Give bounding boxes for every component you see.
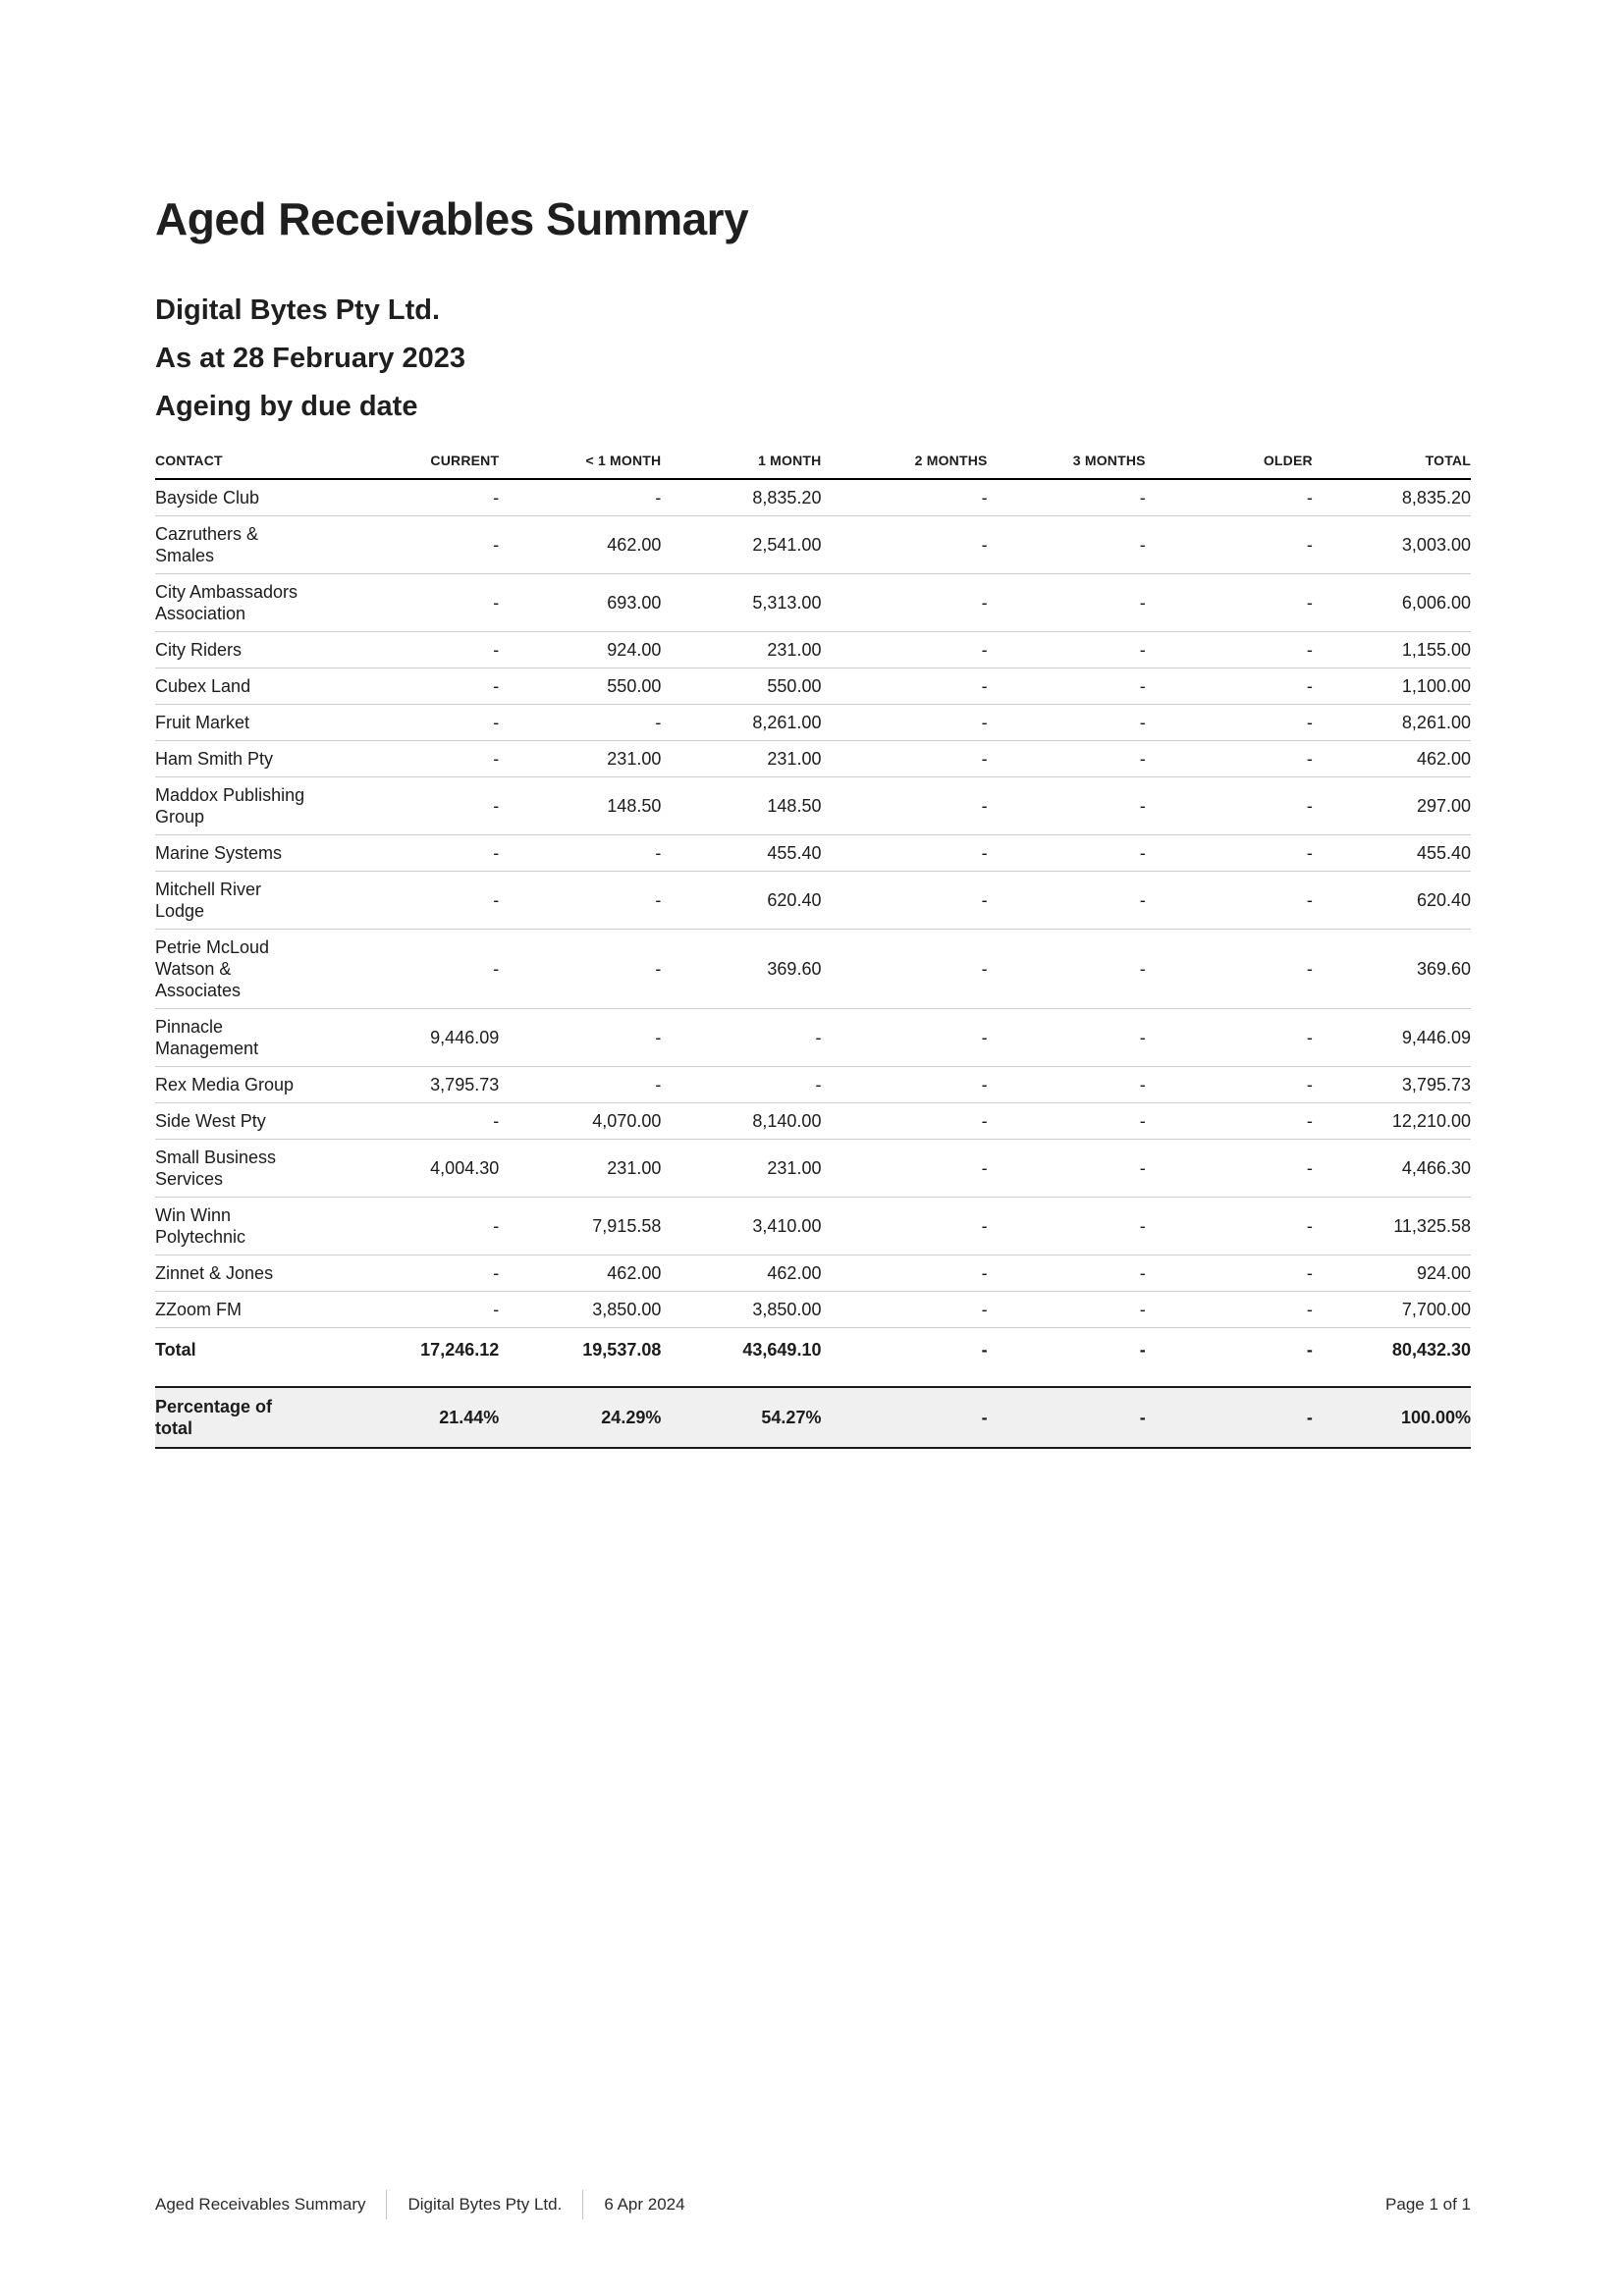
column-header-2-months: 2 MONTHS [821, 453, 987, 479]
amount-cell: - [661, 1067, 821, 1103]
amount-cell: 231.00 [661, 632, 821, 668]
amount-cell: 2,541.00 [661, 516, 821, 574]
amount-cell: - [1146, 1103, 1313, 1140]
amount-cell: - [1146, 1255, 1313, 1292]
amount-cell: 550.00 [661, 668, 821, 705]
column-header-current: CURRENT [352, 453, 499, 479]
amount-cell: - [352, 705, 499, 741]
aged-receivables-table [155, 453, 1471, 1449]
receivables-table-body [155, 479, 1471, 1328]
contact-name: Cazruthers & Smales [155, 516, 352, 574]
amount-cell: 7,915.58 [499, 1198, 661, 1255]
table-row [155, 1292, 1471, 1328]
amount-cell: - [352, 668, 499, 705]
footer-print-date: 6 Apr 2024 [604, 2195, 685, 2214]
amount-cell: - [988, 930, 1146, 1009]
table-header-row [155, 453, 1471, 479]
table-row [155, 835, 1471, 872]
amount-cell: - [352, 516, 499, 574]
table-row [155, 632, 1471, 668]
amount-cell: 620.40 [1313, 872, 1471, 930]
total-older: - [1306, 1340, 1313, 1360]
amount-cell: - [821, 1140, 987, 1198]
amount-cell: 12,210.00 [1313, 1103, 1471, 1140]
amount-cell: 8,261.00 [1313, 705, 1471, 741]
amount-cell: 462.00 [499, 516, 661, 574]
amount-cell: 148.50 [661, 777, 821, 835]
contact-name: Small Business Services [155, 1140, 352, 1198]
amount-cell: - [1146, 668, 1313, 705]
contact-name: Bayside Club [155, 479, 352, 516]
amount-cell: - [1146, 516, 1313, 574]
amount-cell: - [499, 1067, 661, 1103]
amount-cell: - [352, 1198, 499, 1255]
amount-cell: 7,700.00 [1313, 1292, 1471, 1328]
amount-cell: 4,004.30 [352, 1140, 499, 1198]
table-row [155, 516, 1471, 574]
column-header-1-month: < 1 MONTH [499, 453, 661, 479]
page-number: Page 1 of 1 [1385, 2195, 1471, 2214]
amount-cell: 6,006.00 [1313, 574, 1471, 632]
amount-cell: 924.00 [499, 632, 661, 668]
amount-cell: - [988, 574, 1146, 632]
amount-cell: - [499, 1009, 661, 1067]
amount-cell: - [1146, 777, 1313, 835]
amount-cell: 1,155.00 [1313, 632, 1471, 668]
amount-cell: 550.00 [499, 668, 661, 705]
amount-cell: 462.00 [1313, 741, 1471, 777]
amount-cell: - [1146, 1009, 1313, 1067]
contact-name: Petrie McLoud Watson & Associates [155, 930, 352, 1009]
amount-cell: - [1146, 574, 1313, 632]
amount-cell: - [988, 668, 1146, 705]
amount-cell: 9,446.09 [352, 1009, 499, 1067]
column-header-1-month: 1 MONTH [661, 453, 821, 479]
spacer-row [155, 1373, 1471, 1387]
amount-cell: - [1146, 1198, 1313, 1255]
percentage-of-total-row [155, 1387, 1471, 1448]
amount-cell: 4,466.30 [1313, 1140, 1471, 1198]
amount-cell: 297.00 [1313, 777, 1471, 835]
contact-name: Fruit Market [155, 705, 352, 741]
company-name: Digital Bytes Pty Ltd. [155, 294, 441, 326]
table-row [155, 741, 1471, 777]
contact-name: City Riders [155, 632, 352, 668]
total-row [155, 1328, 1471, 1374]
amount-cell: - [821, 574, 987, 632]
amount-cell: - [1146, 1067, 1313, 1103]
amount-cell: - [1146, 1292, 1313, 1328]
amount-cell: - [1146, 705, 1313, 741]
amount-cell: 3,410.00 [661, 1198, 821, 1255]
amount-cell: - [1146, 632, 1313, 668]
amount-cell: - [499, 705, 661, 741]
amount-cell: - [352, 1292, 499, 1328]
amount-cell: - [821, 668, 987, 705]
amount-cell: - [352, 479, 499, 516]
amount-cell: - [988, 1067, 1146, 1103]
footer-divider [582, 2190, 583, 2219]
amount-cell: - [988, 835, 1146, 872]
table-row [155, 668, 1471, 705]
amount-cell: - [821, 1103, 987, 1140]
footer-left [155, 2190, 685, 2219]
amount-cell: - [352, 872, 499, 930]
amount-cell: 9,446.09 [1313, 1009, 1471, 1067]
amount-cell: - [988, 632, 1146, 668]
column-header-3-months: 3 MONTHS [988, 453, 1146, 479]
amount-cell: 4,070.00 [499, 1103, 661, 1140]
total-row-label: Total [155, 1340, 196, 1360]
amount-cell: 462.00 [499, 1255, 661, 1292]
contact-name: Pinnacle Management [155, 1009, 352, 1067]
amount-cell: - [821, 777, 987, 835]
amount-cell: - [352, 1103, 499, 1140]
report-content [155, 0, 1471, 1449]
amount-cell: - [499, 479, 661, 516]
amount-cell: 455.40 [1313, 835, 1471, 872]
percentage-older: - [1146, 1387, 1313, 1448]
table-row [155, 1103, 1471, 1140]
amount-cell: 455.40 [661, 835, 821, 872]
contact-name: Win Winn Polytechnic [155, 1198, 352, 1255]
footer-report-name: Aged Receivables Summary [155, 2195, 366, 2214]
amount-cell: 3,003.00 [1313, 516, 1471, 574]
amount-cell: - [499, 835, 661, 872]
column-header-contact: CONTACT [155, 453, 352, 479]
amount-cell: 3,850.00 [499, 1292, 661, 1328]
column-header-total: TOTAL [1313, 453, 1471, 479]
amount-cell: - [821, 479, 987, 516]
amount-cell: - [821, 930, 987, 1009]
percentage-lt-1-month: 24.29% [499, 1387, 661, 1448]
table-row [155, 1255, 1471, 1292]
contact-name: Zinnet & Jones [155, 1255, 352, 1292]
amount-cell: 5,313.00 [661, 574, 821, 632]
amount-cell: - [821, 1292, 987, 1328]
column-header-older: OLDER [1146, 453, 1313, 479]
table-row [155, 1140, 1471, 1198]
table-row [155, 1198, 1471, 1255]
contact-name: Mitchell River Lodge [155, 872, 352, 930]
amount-cell: - [988, 1292, 1146, 1328]
contact-name: Rex Media Group [155, 1067, 352, 1103]
amount-cell: - [988, 777, 1146, 835]
contact-name: Side West Pty [155, 1103, 352, 1140]
table-row [155, 1067, 1471, 1103]
amount-cell: - [1146, 930, 1313, 1009]
amount-cell: - [988, 516, 1146, 574]
amount-cell: - [988, 1103, 1146, 1140]
table-row [155, 574, 1471, 632]
contact-name: Marine Systems [155, 835, 352, 872]
table-row [155, 1009, 1471, 1067]
amount-cell: - [821, 1255, 987, 1292]
amount-cell: 231.00 [661, 1140, 821, 1198]
amount-cell: - [1146, 479, 1313, 516]
total-2-months: - [981, 1340, 988, 1360]
amount-cell: - [821, 1067, 987, 1103]
percentage-current: 21.44% [352, 1387, 499, 1448]
amount-cell: - [988, 872, 1146, 930]
ageing-basis: Ageing by due date [155, 391, 418, 422]
amount-cell: - [1146, 835, 1313, 872]
amount-cell: - [661, 1009, 821, 1067]
amount-cell: 462.00 [661, 1255, 821, 1292]
amount-cell: 8,261.00 [661, 705, 821, 741]
percentage-row-label: Percentage of total [155, 1387, 352, 1448]
amount-cell: - [1146, 872, 1313, 930]
table-row [155, 872, 1471, 930]
contact-name: Cubex Land [155, 668, 352, 705]
percentage-3-months: - [988, 1387, 1146, 1448]
percentage-2-months: - [821, 1387, 987, 1448]
footer-company-name: Digital Bytes Pty Ltd. [407, 2195, 563, 2214]
total-lt-1-month: 19,537.08 [582, 1340, 662, 1360]
amount-cell: - [352, 777, 499, 835]
report-title: Aged Receivables Summary [155, 193, 749, 244]
percentage-total: 100.00% [1313, 1387, 1471, 1448]
total-current: 17,246.12 [420, 1340, 500, 1360]
amount-cell: - [499, 872, 661, 930]
amount-cell: 620.40 [661, 872, 821, 930]
amount-cell: 3,795.73 [352, 1067, 499, 1103]
contact-name: Maddox Publishing Group [155, 777, 352, 835]
table-row [155, 705, 1471, 741]
amount-cell: - [821, 632, 987, 668]
amount-cell: - [499, 930, 661, 1009]
amount-cell: - [821, 835, 987, 872]
amount-cell: - [988, 741, 1146, 777]
amount-cell: - [821, 1009, 987, 1067]
amount-cell: - [352, 574, 499, 632]
amount-cell: - [988, 1255, 1146, 1292]
amount-cell: - [988, 479, 1146, 516]
amount-cell: 924.00 [1313, 1255, 1471, 1292]
amount-cell: 8,835.20 [661, 479, 821, 516]
total-1-month: 43,649.10 [742, 1340, 822, 1360]
amount-cell: - [1146, 1140, 1313, 1198]
table-row [155, 930, 1471, 1009]
amount-cell: - [352, 741, 499, 777]
amount-cell: 1,100.00 [1313, 668, 1471, 705]
amount-cell: - [352, 930, 499, 1009]
amount-cell: 3,850.00 [661, 1292, 821, 1328]
amount-cell: - [1146, 741, 1313, 777]
contact-name: ZZoom FM [155, 1292, 352, 1328]
page-footer [155, 2190, 1471, 2219]
amount-cell: 8,140.00 [661, 1103, 821, 1140]
amount-cell: - [821, 741, 987, 777]
table-row [155, 479, 1471, 516]
amount-cell: 693.00 [499, 574, 661, 632]
amount-cell: 369.60 [661, 930, 821, 1009]
amount-cell: 148.50 [499, 777, 661, 835]
percentage-1-month: 54.27% [661, 1387, 821, 1448]
table-row [155, 777, 1471, 835]
amount-cell: 231.00 [661, 741, 821, 777]
amount-cell: - [352, 1255, 499, 1292]
amount-cell: - [988, 1009, 1146, 1067]
amount-cell: - [821, 872, 987, 930]
amount-cell: 3,795.73 [1313, 1067, 1471, 1103]
total-total: 80,432.30 [1391, 1340, 1471, 1360]
amount-cell: - [352, 835, 499, 872]
contact-name: Ham Smith Pty [155, 741, 352, 777]
amount-cell: - [821, 516, 987, 574]
amount-cell: - [988, 705, 1146, 741]
amount-cell: - [988, 1198, 1146, 1255]
total-3-months: - [1139, 1340, 1146, 1360]
amount-cell: 231.00 [499, 1140, 661, 1198]
footer-divider [386, 2190, 387, 2219]
contact-name: City Ambassadors Association [155, 574, 352, 632]
amount-cell: 11,325.58 [1313, 1198, 1471, 1255]
amount-cell: - [821, 705, 987, 741]
report-as-at-date: As at 28 February 2023 [155, 343, 465, 374]
amount-cell: 369.60 [1313, 930, 1471, 1009]
amount-cell: - [988, 1140, 1146, 1198]
amount-cell: 8,835.20 [1313, 479, 1471, 516]
amount-cell: - [352, 632, 499, 668]
amount-cell: 231.00 [499, 741, 661, 777]
amount-cell: - [821, 1198, 987, 1255]
